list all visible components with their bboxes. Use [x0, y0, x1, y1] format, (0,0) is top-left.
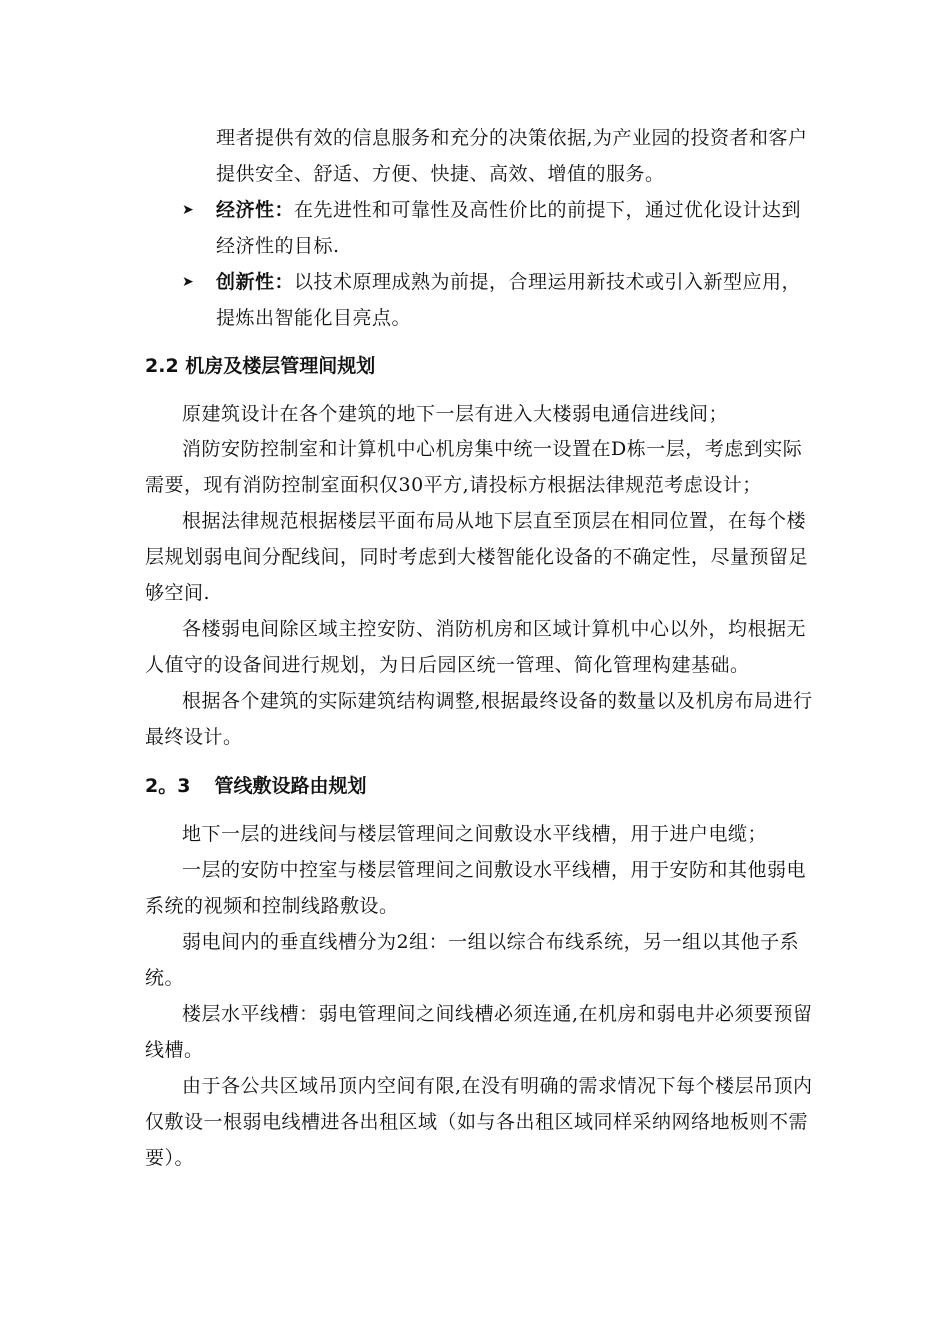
s23-line: 要）。 — [145, 1147, 195, 1169]
bullet-economy-text: 在先进性和可靠性及高性价比的前提下，通过优化设计达到 — [294, 199, 802, 221]
s23-line: 弱电间内的垂直线槽分为2组：一组以综合布线系统，另一组以其他子系 — [182, 931, 800, 953]
arrow-bullet-icon: ➤ — [182, 202, 194, 218]
s22-line: 各楼弱电间除区域主控安防、消防机房和区域计算机中心以外，均根据无 — [182, 618, 807, 640]
intro-line-2: 提供安全、舒适、方便、快捷、高效、增值的服务。 — [216, 163, 665, 185]
s23-line: 楼层水平线槽：弱电管理间之间线槽必须连通,在机房和弱电井必须要预留 — [182, 1003, 813, 1025]
bullet-innovation-line-2: 提炼出智能化目亮点。 — [216, 307, 412, 329]
arrow-bullet-icon: ➤ — [182, 274, 194, 290]
s23-line: 统。 — [145, 967, 185, 989]
s23-line: 线槽。 — [145, 1039, 204, 1061]
bullet-economy-term: 经济性： — [216, 199, 295, 221]
s23-line: 地下一层的进线间与楼层管理间之间敷设水平线槽，用于进户电缆； — [182, 823, 768, 845]
bullet-economy-line-1 — [216, 198, 801, 222]
bullet-innovation-term: 创新性： — [216, 271, 295, 293]
s23-line: 仅敷设一根弱电线槽进各出租区域（如与各出租区域同样采纳网络地板则不需 — [145, 1111, 809, 1133]
bullet-economy-line-2: 经济性的目标. — [216, 235, 340, 257]
section-2-3-number: 2。3 — [145, 775, 191, 797]
section-2-3-heading — [145, 774, 366, 798]
s22-line: 根据各个建筑的实际建筑结构调整,根据最终设备的数量以及机房布局进行 — [182, 690, 813, 712]
s22-line: 最终设计。 — [145, 726, 243, 748]
s23-line: 一层的安防中控室与楼层管理间之间敷设水平线槽，用于安防和其他弱电 — [182, 859, 807, 881]
s22-line: 消防安防控制室和计算机中心机房集中统一设置在D栋一层，考虑到实际 — [182, 438, 803, 460]
s22-line: 需要，现有消防控制室面积仅30平方,请投标方根据法律规范考虑设计； — [145, 474, 762, 496]
s23-line: 系统的视频和控制线路敷设。 — [145, 895, 399, 917]
s22-line: 层规划弱电间分配线间，同时考虑到大楼智能化设备的不确定性，尽量预留足 — [145, 546, 809, 568]
s22-line: 根据法律规范根据楼层平面布局从地下层直至顶层在相同位置，在每个楼 — [182, 510, 807, 532]
s23-line: 由于各公共区域吊顶内空间有限,在没有明确的需求情况下每个楼层吊顶内 — [182, 1075, 813, 1097]
s22-line: 够空间. — [145, 582, 211, 604]
s22-line: 原建筑设计在各个建筑的地下一层有进入大楼弱电通信进线间； — [182, 403, 729, 425]
bullet-innovation-line-1 — [216, 270, 801, 294]
section-2-2-heading: 2.2 机房及楼层管理间规划 — [145, 355, 376, 377]
s22-line: 人值守的设备间进行规划，为日后园区统一管理、简化管理构建基础。 — [145, 654, 750, 676]
section-2-3-title: 管线敷设路由规划 — [214, 775, 367, 797]
intro-line-1: 理者提供有效的信息服务和充分的决策依据,为产业园的投资者和客户 — [216, 127, 808, 149]
bullet-innovation-text: 以技术原理成熟为前提，合理运用新技术或引入新型应用， — [294, 271, 802, 293]
